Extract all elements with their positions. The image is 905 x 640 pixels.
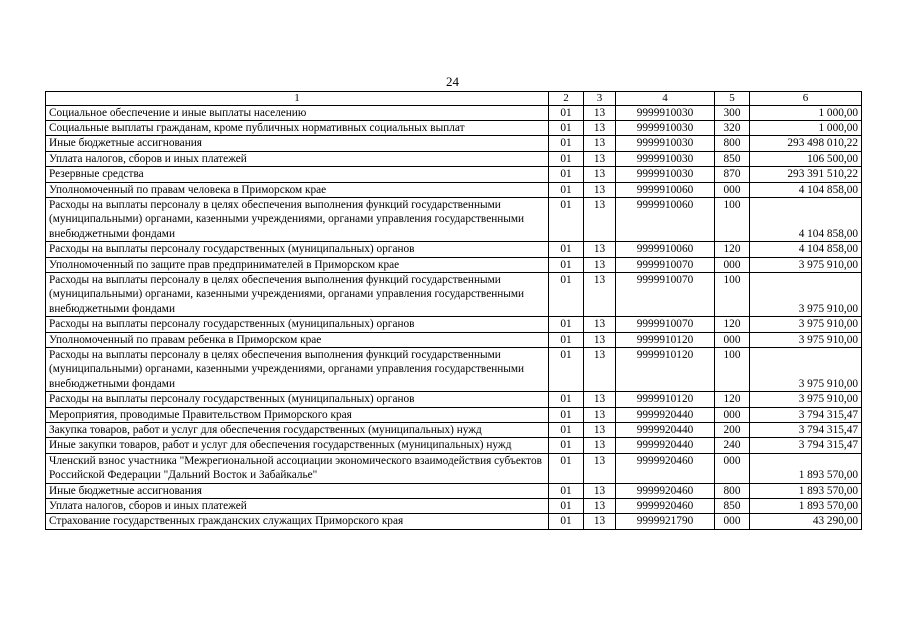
row-subsection-cell: 13	[584, 136, 616, 151]
row-section-cell: 01	[549, 499, 584, 514]
row-expense-type-cell: 300	[715, 105, 750, 120]
row-amount-cell: 4 104 858,00	[750, 182, 862, 197]
row-section-cell: 01	[549, 392, 584, 407]
row-expense-type-cell: 000	[715, 182, 750, 197]
row-amount-cell: 293 498 010,22	[750, 136, 862, 151]
row-target-article-cell: 9999910030	[616, 151, 715, 166]
row-expense-type-cell: 120	[715, 317, 750, 332]
row-expense-type-cell: 320	[715, 120, 750, 135]
row-expense-type-cell: 000	[715, 257, 750, 272]
row-target-article-cell: 9999910030	[616, 136, 715, 151]
row-target-article-cell: 9999920440	[616, 423, 715, 438]
row-amount-cell: 1 893 570,00	[750, 499, 862, 514]
row-section-cell: 01	[549, 242, 584, 257]
row-section-cell: 01	[549, 453, 584, 483]
row-amount-cell: 1 000,00	[750, 120, 862, 135]
row-name-cell: Уплата налогов, сборов и иных платежей	[46, 151, 549, 166]
row-subsection-cell: 13	[584, 167, 616, 182]
row-expense-type-cell: 870	[715, 167, 750, 182]
row-subsection-cell: 13	[584, 499, 616, 514]
row-expense-type-cell: 100	[715, 272, 750, 316]
table-row	[46, 197, 862, 241]
row-amount-cell: 3 975 910,00	[750, 348, 862, 392]
row-subsection-cell: 13	[584, 514, 616, 529]
row-name-cell: Уплата налогов, сборов и иных платежей	[46, 499, 549, 514]
row-amount-cell: 3 975 910,00	[750, 332, 862, 347]
row-amount-cell: 1 893 570,00	[750, 483, 862, 498]
row-section-cell: 01	[549, 332, 584, 347]
row-subsection-cell: 13	[584, 483, 616, 498]
row-section-cell: 01	[549, 151, 584, 166]
row-section-cell: 01	[549, 423, 584, 438]
row-name-cell: Мероприятия, проводимые Правительством Приморского края	[46, 407, 549, 422]
column-header-1: 1	[46, 92, 549, 106]
row-name-cell: Резервные средства	[46, 167, 549, 182]
row-name-cell: Расходы на выплаты персоналу в целях обеспечения выполнения функций государственными (муниципальными) органами, казенными учреждениями, органами управления государственными внебюджетными фондами	[46, 197, 549, 241]
row-expense-type-cell: 850	[715, 499, 750, 514]
row-amount-cell: 293 391 510,22	[750, 167, 862, 182]
row-target-article-cell: 9999910120	[616, 348, 715, 392]
row-name-cell: Закупка товаров, работ и услуг для обеспечения государственных (муниципальных) нужд	[46, 423, 549, 438]
row-amount-cell: 3 794 315,47	[750, 423, 862, 438]
table-row	[46, 407, 862, 422]
row-subsection-cell: 13	[584, 407, 616, 422]
table-row	[46, 423, 862, 438]
table-row	[46, 499, 862, 514]
row-amount-cell: 3 794 315,47	[750, 438, 862, 453]
row-expense-type-cell: 000	[715, 407, 750, 422]
row-subsection-cell: 13	[584, 242, 616, 257]
column-header-2: 2	[549, 92, 584, 106]
row-section-cell: 01	[549, 407, 584, 422]
table-row	[46, 392, 862, 407]
row-expense-type-cell: 240	[715, 438, 750, 453]
row-section-cell: 01	[549, 483, 584, 498]
row-section-cell: 01	[549, 257, 584, 272]
column-header-4: 4	[616, 92, 715, 106]
row-subsection-cell: 13	[584, 392, 616, 407]
row-name-cell: Расходы на выплаты персоналу государственных (муниципальных) органов	[46, 317, 549, 332]
row-subsection-cell: 13	[584, 272, 616, 316]
row-amount-cell: 3 975 910,00	[750, 317, 862, 332]
column-header-5: 5	[715, 92, 750, 106]
row-target-article-cell: 9999921790	[616, 514, 715, 529]
row-subsection-cell: 13	[584, 105, 616, 120]
row-name-cell: Социальное обеспечение и иные выплаты населению	[46, 105, 549, 120]
row-section-cell: 01	[549, 348, 584, 392]
row-name-cell: Расходы на выплаты персоналу в целях обеспечения выполнения функций государственными (муниципальными) органами, казенными учреждениями, органами управления государственными внебюджетными фондами	[46, 348, 549, 392]
row-section-cell: 01	[549, 182, 584, 197]
row-name-cell: Членский взнос участника "Межрегиональной ассоциации экономического взаимодействия субъектов Российской Федерации "Дальний Восток и Забайкалье"	[46, 453, 549, 483]
budget-table	[45, 91, 862, 530]
row-expense-type-cell: 800	[715, 483, 750, 498]
row-amount-cell: 1 893 570,00	[750, 453, 862, 483]
row-name-cell: Социальные выплаты гражданам, кроме публичных нормативных социальных выплат	[46, 120, 549, 135]
table-row	[46, 514, 862, 529]
row-subsection-cell: 13	[584, 151, 616, 166]
row-target-article-cell: 9999910070	[616, 257, 715, 272]
table-row	[46, 257, 862, 272]
row-section-cell: 01	[549, 197, 584, 241]
row-section-cell: 01	[549, 317, 584, 332]
table-row	[46, 182, 862, 197]
table-header-row	[46, 92, 862, 106]
row-target-article-cell: 9999920460	[616, 453, 715, 483]
row-expense-type-cell: 850	[715, 151, 750, 166]
row-name-cell: Расходы на выплаты персоналу государственных (муниципальных) органов	[46, 242, 549, 257]
table-row	[46, 438, 862, 453]
row-section-cell: 01	[549, 136, 584, 151]
row-subsection-cell: 13	[584, 332, 616, 347]
row-subsection-cell: 13	[584, 182, 616, 197]
row-subsection-cell: 13	[584, 197, 616, 241]
row-target-article-cell: 9999910030	[616, 167, 715, 182]
table-row	[46, 348, 862, 392]
row-section-cell: 01	[549, 438, 584, 453]
row-section-cell: 01	[549, 272, 584, 316]
row-amount-cell: 3 975 910,00	[750, 392, 862, 407]
row-section-cell: 01	[549, 167, 584, 182]
table-row	[46, 483, 862, 498]
table-row	[46, 272, 862, 316]
row-expense-type-cell: 120	[715, 392, 750, 407]
budget-table-body	[46, 92, 862, 530]
row-target-article-cell: 9999910030	[616, 105, 715, 120]
row-amount-cell: 4 104 858,00	[750, 197, 862, 241]
table-row	[46, 453, 862, 483]
table-row	[46, 136, 862, 151]
row-expense-type-cell: 000	[715, 453, 750, 483]
row-name-cell: Иные бюджетные ассигнования	[46, 136, 549, 151]
row-target-article-cell: 9999910120	[616, 392, 715, 407]
row-subsection-cell: 13	[584, 257, 616, 272]
row-section-cell: 01	[549, 120, 584, 135]
row-subsection-cell: 13	[584, 348, 616, 392]
row-subsection-cell: 13	[584, 423, 616, 438]
row-name-cell: Страхование государственных гражданских служащих Приморского края	[46, 514, 549, 529]
row-amount-cell: 106 500,00	[750, 151, 862, 166]
row-name-cell: Уполномоченный по правам человека в Приморском крае	[46, 182, 549, 197]
row-subsection-cell: 13	[584, 317, 616, 332]
table-row	[46, 167, 862, 182]
row-target-article-cell: 9999910060	[616, 242, 715, 257]
row-amount-cell: 3 975 910,00	[750, 257, 862, 272]
row-name-cell: Расходы на выплаты персоналу в целях обеспечения выполнения функций государственными (муниципальными) органами, казенными учреждениями, органами управления государственными внебюджетными фондами	[46, 272, 549, 316]
row-target-article-cell: 9999910070	[616, 272, 715, 316]
row-amount-cell: 3 975 910,00	[750, 272, 862, 316]
row-section-cell: 01	[549, 105, 584, 120]
row-subsection-cell: 13	[584, 453, 616, 483]
row-target-article-cell: 9999910120	[616, 332, 715, 347]
row-target-article-cell: 9999920460	[616, 499, 715, 514]
row-amount-cell: 43 290,00	[750, 514, 862, 529]
row-amount-cell: 3 794 315,47	[750, 407, 862, 422]
row-expense-type-cell: 000	[715, 514, 750, 529]
row-section-cell: 01	[549, 514, 584, 529]
row-target-article-cell: 9999920440	[616, 407, 715, 422]
page-number: 24	[446, 74, 459, 89]
row-target-article-cell: 9999910060	[616, 182, 715, 197]
row-expense-type-cell: 800	[715, 136, 750, 151]
row-expense-type-cell: 100	[715, 197, 750, 241]
table-row	[46, 317, 862, 332]
row-name-cell: Иные закупки товаров, работ и услуг для обеспечения государственных (муниципальных) нужд	[46, 438, 549, 453]
table-row	[46, 120, 862, 135]
table-row	[46, 332, 862, 347]
row-name-cell: Расходы на выплаты персоналу государственных (муниципальных) органов	[46, 392, 549, 407]
row-amount-cell: 1 000,00	[750, 105, 862, 120]
row-target-article-cell: 9999910030	[616, 120, 715, 135]
table-row	[46, 105, 862, 120]
row-name-cell: Иные бюджетные ассигнования	[46, 483, 549, 498]
row-amount-cell: 4 104 858,00	[750, 242, 862, 257]
row-target-article-cell: 9999910060	[616, 197, 715, 241]
table-row	[46, 242, 862, 257]
row-expense-type-cell: 000	[715, 332, 750, 347]
row-target-article-cell: 9999920460	[616, 483, 715, 498]
row-expense-type-cell: 100	[715, 348, 750, 392]
row-expense-type-cell: 120	[715, 242, 750, 257]
row-expense-type-cell: 200	[715, 423, 750, 438]
row-target-article-cell: 9999920440	[616, 438, 715, 453]
column-header-6: 6	[750, 92, 862, 106]
row-subsection-cell: 13	[584, 120, 616, 135]
row-name-cell: Уполномоченный по защите прав предпринимателей в Приморском крае	[46, 257, 549, 272]
row-subsection-cell: 13	[584, 438, 616, 453]
row-target-article-cell: 9999910070	[616, 317, 715, 332]
table-row	[46, 151, 862, 166]
column-header-3: 3	[584, 92, 616, 106]
row-name-cell: Уполномоченный по правам ребенка в Приморском крае	[46, 332, 549, 347]
